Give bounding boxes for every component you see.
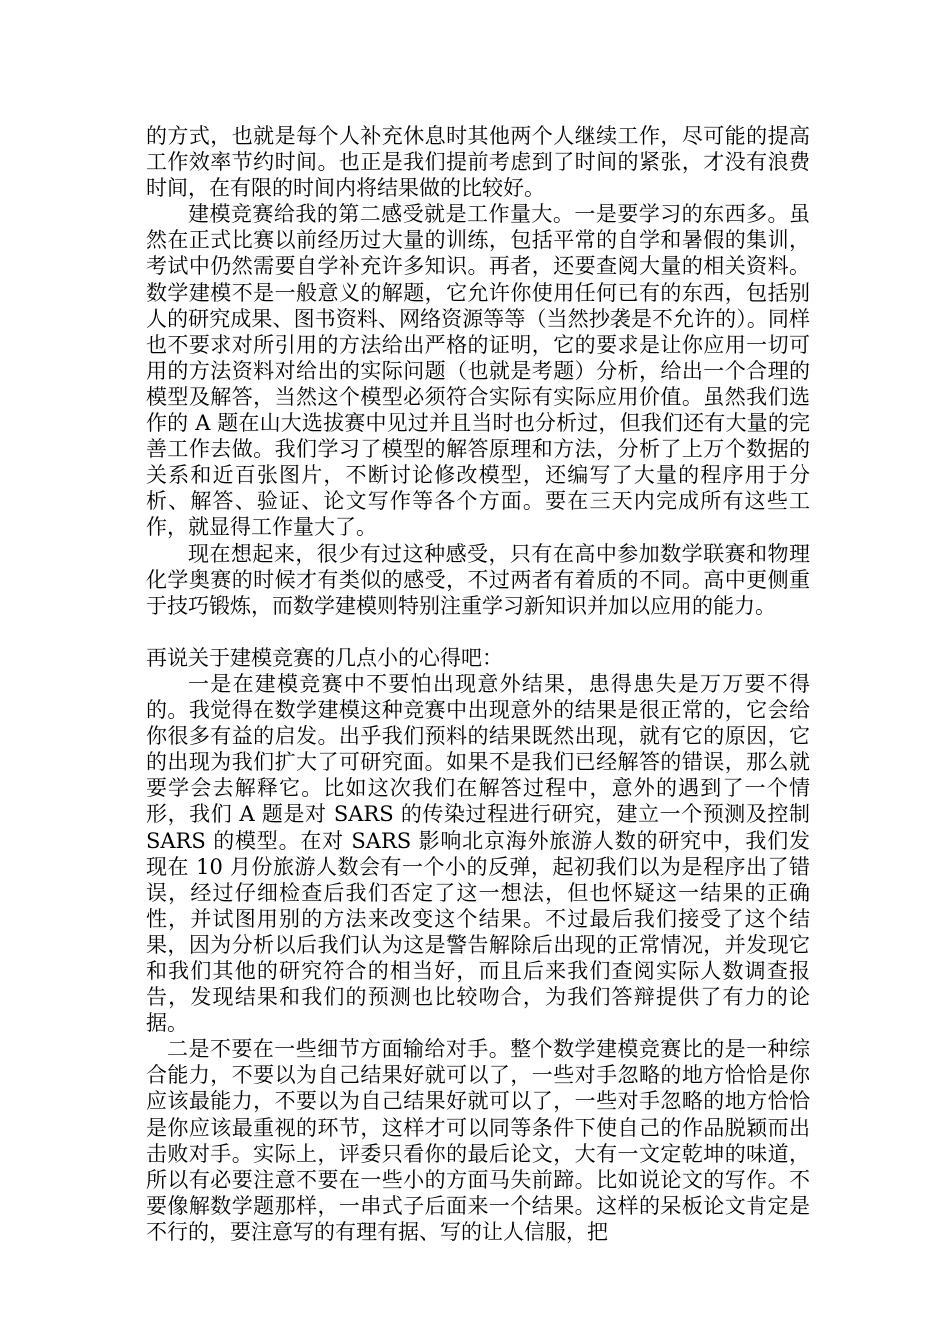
- paragraph-continuation: 的方式，也就是每个人补充休息时其他两个人继续工作，尽可能的提高工作效率节约时间。也正是我们提前考虑到了时间的紧张，才没有浪费时间，在有限的时间内将结果做的比较好。: [146, 124, 810, 201]
- paragraph-reflection: 现在想起来，很少有过这种感受，只有在高中参加数学联赛和物理化学奥赛的时候才有类似的感受，不过两者有着质的不同。高中更侧重于技巧锻炼，而数学建模则特别注重学习新知识并加以应用的能力。: [146, 541, 810, 618]
- section-heading: 再说关于建模竞赛的几点小的心得吧：: [146, 645, 503, 670]
- paragraph-tip-two: 二是不要在一些细节方面输给对手。整个数学建模竞赛比的是一种综合能力，不要以为自己结果好就可以了，一些对手忽略的地方恰恰是你应该最能力，不要以为自己结果好就可以了，一些对手忽略的地方恰恰是你应该最重视的环节，这样才可以同等条件下使自己的作品脱颖而出击败对手。实际上，评委只看你的最后论文，大有一文定乾坤的味道，所以有必要注意不要在一些小的方面马失前蹄。比如说论文的写作。不要像解数学题那样，一串式子后面来一个结果。这样的呆板论文肯定是不行的，要注意写的有理有据、写的让人信服，把: [146, 1037, 810, 1244]
- paragraph-tip-one: 一是在建模竞赛中不要怕出现意外结果，患得患失是万万要不得的。我觉得在数学建模这种竞赛中出现意外的结果是很正常的，它会给你很多有益的启发。出乎我们预料的结果既然出现，就有它的原因，它的出现为我们扩大了可研究面。如果不是我们已经解答的错误，那么就要学会去解释它。比如这次我们在解答过程中，意外的遇到了一个情形，我们 A 题是对 SARS 的传染过程进行研究，建立一个预测及控制 SARS 的模型。在对 SARS 影响北京海外旅游人数的研究中，我们发现在 10 月份旅游人数会有一个小的反弹，起初我们以为是程序出了错误，经过仔细检查后我们否定了这一想法，但也怀疑这一结果的正确性，并试图用别的方法来改变这个结果。不过最后我们接受了这个结果，因为分析以后我们认为这是警告解除后出现的正常情况，并发现它和我们其他的研究符合的相当好，而且后来我们查阅实际人数调查报告，发现结果和我们的预测也比较吻合，为我们答辩提供了有力的论据。: [146, 671, 810, 1036]
- paragraph-workload: 建模竞赛给我的第二感受就是工作量大。一是要学习的东西多。虽然在正式比赛以前经历过大量的训练，包括平常的自学和暑假的集训，考试中仍然需要自学补充许多知识。再者，还要查阅大量的相关资料。数学建模不是一般意义的解题，它允许你使用任何已有的东西，包括别人的研究成果、图书资料、网络资源等等（当然抄袭是不允许的）。同样也不要求对所引用的方法给出严格的证明，它的要求是让你应用一切可用的方法资料对给出的实际问题（也就是考题）分析，给出一个合理的模型及解答，当然这个模型必须符合实际有实际应用价值。虽然我们选作的 A 题在山大选拔赛中见过并且当时也分析过，但我们还有大量的完善工作去做。我们学习了模型的解答原理和方法，分析了上万个数据的关系和近百张图片，不断讨论修改模型，还编写了大量的程序用于分析、解答、验证、论文写作等各个方面。要在三天内完成所有这些工作，就显得工作量大了。: [146, 202, 810, 540]
- blank-line: [146, 619, 810, 645]
- document-body: [146, 123, 810, 1245]
